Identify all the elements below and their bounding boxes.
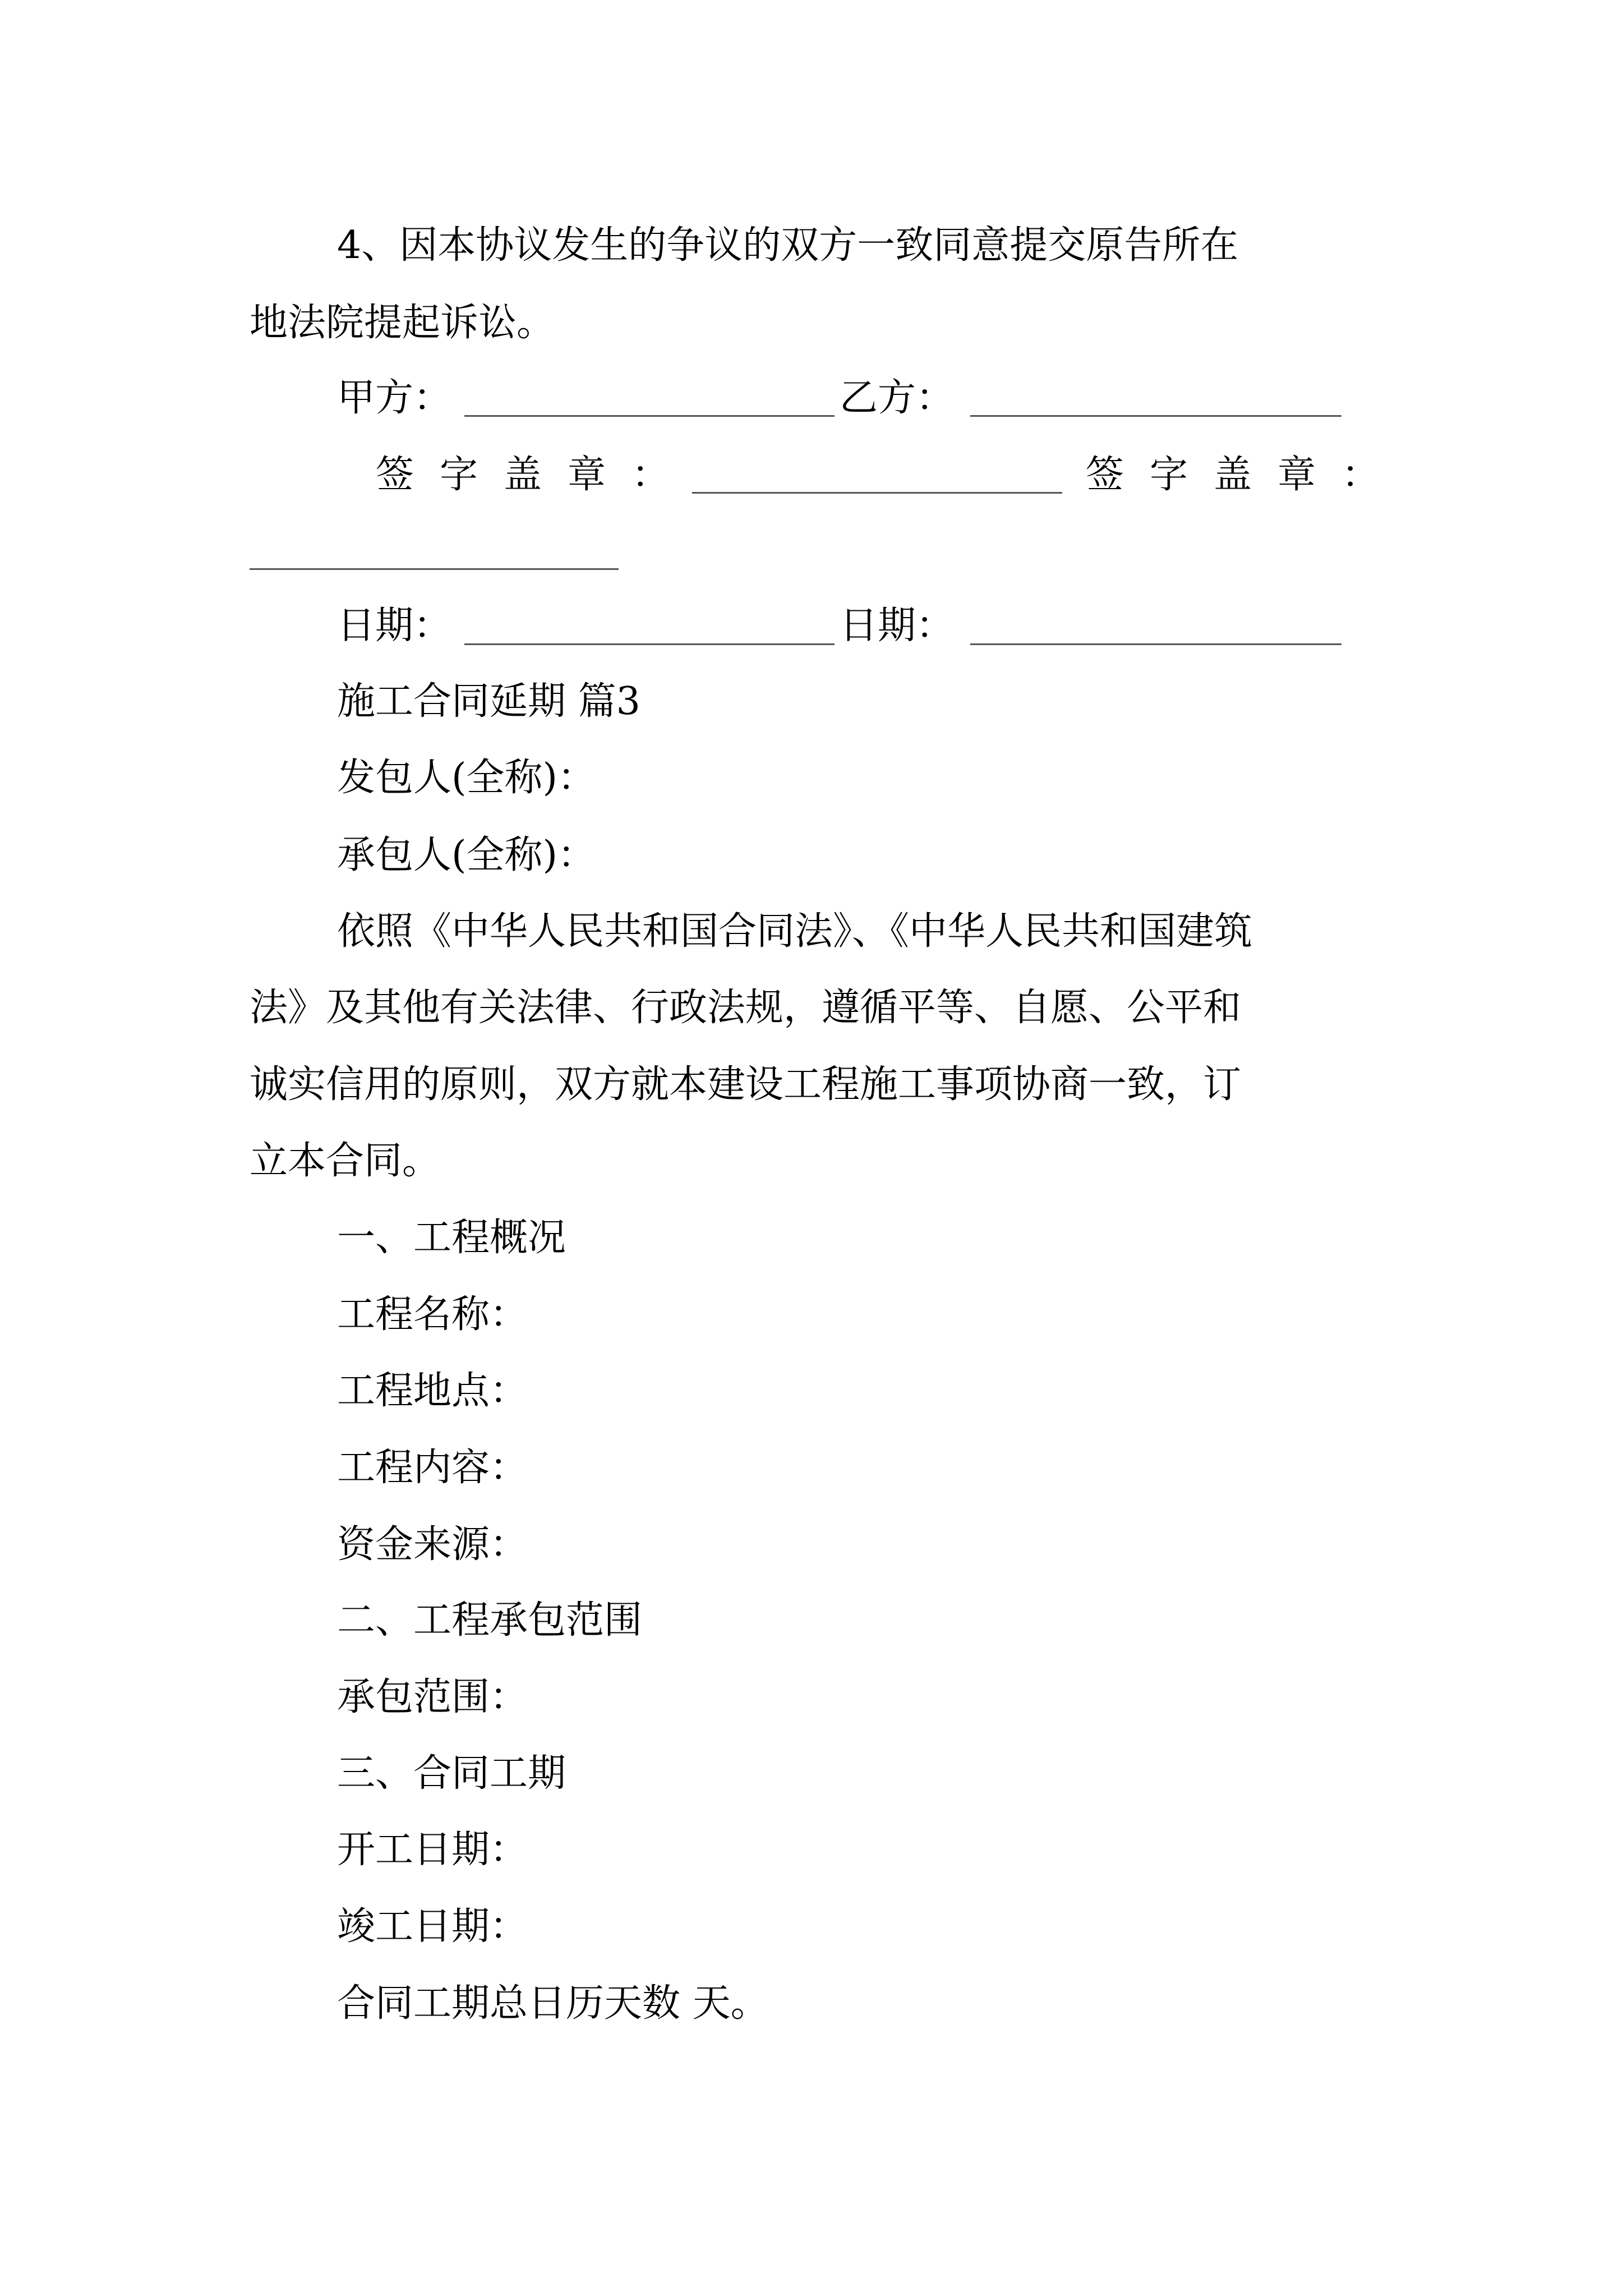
completion-date-line: 竣工日期： — [337, 1904, 528, 1949]
seal-label-b: 签字盖章： — [1086, 453, 1406, 497]
preamble-line-3: 诚实信用的原则，双方就本建设工程施工事项协商一致，订 — [250, 1062, 1242, 1107]
overview-heading: 一、工程概况 — [337, 1216, 566, 1260]
date-a-blank — [464, 643, 834, 645]
paragraph-4-line-1: 4、因本协议发生的争议的双方一致同意提交原告所在 — [337, 223, 1239, 268]
date-label-b: 日期： — [840, 604, 955, 648]
date-label-a: 日期： — [337, 604, 452, 648]
date-b-blank — [970, 643, 1341, 645]
project-content-line: 工程内容： — [337, 1446, 528, 1490]
preamble-line-1: 依照《中华人民共和国合同法》、《中华人民共和国建筑 — [337, 909, 1253, 954]
party-a-label: 甲方： — [337, 376, 452, 420]
party-b-label: 乙方： — [840, 376, 955, 420]
contractor-line: 承包人(全称)： — [337, 833, 596, 877]
period-heading: 三、合同工期 — [337, 1751, 566, 1796]
preamble-line-2: 法》及其他有关法律、行政法规，遵循平等、自愿、公平和 — [250, 986, 1242, 1030]
scope-line: 承包范围： — [337, 1675, 528, 1719]
party-b-blank — [970, 415, 1341, 417]
scope-heading: 二、工程承包范围 — [337, 1598, 643, 1642]
employer-line: 发包人(全称)： — [337, 756, 596, 800]
seal-a-blank — [692, 492, 1062, 494]
start-date-line: 开工日期： — [337, 1828, 528, 1872]
seal-b-blank — [250, 568, 619, 570]
funding-source-line: 资金来源： — [337, 1522, 528, 1567]
preamble-line-4: 立本合同。 — [250, 1139, 441, 1183]
section-title: 施工合同延期 篇3 — [337, 679, 640, 724]
party-a-blank — [464, 415, 834, 417]
total-days-line: 合同工期总日历天数 天。 — [337, 1981, 769, 2026]
seal-label-a: 签字盖章： — [376, 453, 696, 497]
project-location-line: 工程地点： — [337, 1369, 528, 1413]
project-name-line: 工程名称： — [337, 1292, 528, 1337]
paragraph-4-line-2: 地法院提起诉讼。 — [250, 301, 555, 345]
